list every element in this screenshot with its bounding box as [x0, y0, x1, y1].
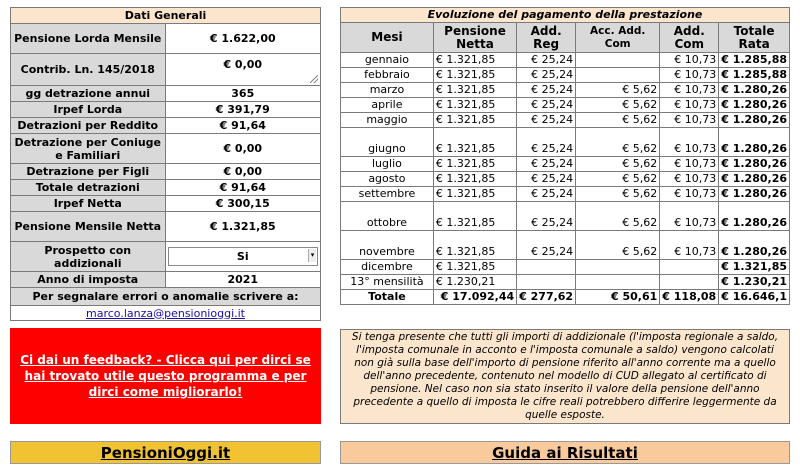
total-cell: € 1.280,26: [719, 98, 790, 113]
acc-cell: € 5,62: [576, 98, 660, 113]
com-cell: € 10,73: [660, 68, 719, 83]
net-irpef-label: Irpef Netta: [11, 196, 166, 212]
total-cell: € 1.280,26: [719, 202, 790, 231]
total-cell: € 1.280,26: [719, 187, 790, 202]
table-row: [341, 83, 790, 98]
table-row: [341, 113, 790, 128]
month-cell: luglio: [341, 157, 434, 172]
reg-cell: [517, 260, 576, 275]
evolution-title: Evoluzione del pagamento della prestazione: [341, 8, 790, 23]
children-deduction-value: € 0,00: [165, 164, 320, 180]
reg-cell: € 25,24: [517, 172, 576, 187]
gross-irpef-value: € 391,79: [165, 102, 320, 118]
net-pension-label: Pensione Mensile Netta: [11, 212, 166, 242]
total-cell: € 1.285,88: [719, 68, 790, 83]
total-acc-cell: € 50,61: [576, 290, 660, 305]
reg-cell: € 25,24: [517, 187, 576, 202]
net-cell: € 1.321,85: [433, 53, 516, 68]
net-irpef-value: € 300,15: [165, 196, 320, 212]
net-cell: € 1.230,21: [433, 275, 516, 290]
acc-cell: € 5,62: [576, 231, 660, 260]
acc-cell: [576, 260, 660, 275]
col-header-acc-add-com: Acc. Add. Com: [576, 23, 660, 53]
gross-pension-value: € 1.622,00: [165, 24, 320, 54]
net-cell: € 1.321,85: [433, 83, 516, 98]
com-cell: € 10,73: [660, 187, 719, 202]
deduction-days-value: 365: [165, 86, 320, 102]
total-com-cell: € 118,08: [660, 290, 719, 305]
children-deduction-label: Detrazione per Figli: [11, 164, 166, 180]
com-cell: € 10,73: [660, 128, 719, 157]
total-cell: € 1.280,26: [719, 231, 790, 260]
table-row: [341, 202, 790, 231]
resize-grip-icon[interactable]: [310, 75, 318, 83]
col-header-months: Mesi: [341, 23, 434, 53]
acc-cell: [576, 53, 660, 68]
total-cell: € 1.321,85: [719, 260, 790, 275]
month-cell: marzo: [341, 83, 434, 98]
gross-pension-label: Pensione Lorda Mensile: [11, 24, 166, 54]
acc-cell: € 5,62: [576, 187, 660, 202]
general-data-title: Dati Generali: [11, 8, 321, 24]
table-row: [341, 98, 790, 113]
month-cell: maggio: [341, 113, 434, 128]
col-header-net-pension: Pensione Netta: [433, 23, 516, 53]
addizionali-label: Prospetto con addizionali: [11, 242, 166, 272]
income-deductions-label: Detrazioni per Reddito: [11, 118, 166, 134]
com-cell: € 10,73: [660, 113, 719, 128]
table-row: [341, 68, 790, 83]
net-cell: € 1.321,85: [433, 172, 516, 187]
com-cell: € 10,73: [660, 53, 719, 68]
net-cell: € 1.321,85: [433, 68, 516, 83]
pensionioggi-button[interactable]: PensioniOggi.it: [10, 441, 321, 464]
net-cell: € 1.321,85: [433, 187, 516, 202]
total-cell: € 1.280,26: [719, 172, 790, 187]
com-cell: € 10,73: [660, 98, 719, 113]
report-errors-text: Per segnalare errori o anomalie scrivere a:: [11, 288, 321, 306]
com-cell: € 10,73: [660, 172, 719, 187]
total-cell: € 1.285,88: [719, 53, 790, 68]
total-deductions-value: € 91,64: [165, 180, 320, 196]
spouse-deduction-value: € 0,00: [165, 134, 320, 164]
chevron-down-icon[interactable]: ▾: [308, 249, 316, 262]
total-cell: € 1.280,26: [719, 83, 790, 98]
month-cell: giugno: [341, 128, 434, 157]
com-cell: € 10,73: [660, 157, 719, 172]
reg-cell: € 25,24: [517, 53, 576, 68]
month-cell: aprile: [341, 98, 434, 113]
month-cell: gennaio: [341, 53, 434, 68]
reg-cell: € 25,24: [517, 202, 576, 231]
acc-cell: € 5,62: [576, 113, 660, 128]
table-row: [341, 187, 790, 202]
acc-cell: [576, 68, 660, 83]
acc-cell: € 5,62: [576, 128, 660, 157]
contrib-textarea[interactable]: [165, 54, 320, 86]
month-cell: novembre: [341, 231, 434, 260]
contrib-label: Contrib. Ln. 145/2018: [11, 54, 166, 86]
net-cell: € 1.321,85: [433, 128, 516, 157]
gross-irpef-label: Irpef Lorda: [11, 102, 166, 118]
col-header-total: Totale Rata: [719, 23, 790, 53]
total-cell: € 1.230,21: [719, 275, 790, 290]
total-net-cell: € 17.092,44: [433, 290, 516, 305]
reg-cell: € 25,24: [517, 98, 576, 113]
reg-cell: € 25,24: [517, 113, 576, 128]
contrib-value: € 0,00: [223, 57, 263, 71]
total-reg-cell: € 277,62: [517, 290, 576, 305]
month-cell: febbraio: [341, 68, 434, 83]
total-deductions-label: Totale detrazioni: [11, 180, 166, 196]
acc-cell: € 5,62: [576, 83, 660, 98]
col-header-add-com: Add. Com: [660, 23, 719, 53]
results-guide-button[interactable]: Guida ai Risultati: [340, 441, 790, 464]
table-row: [341, 275, 790, 290]
feedback-banner[interactable]: [10, 328, 321, 424]
acc-cell: [576, 275, 660, 290]
general-data-table: [10, 7, 321, 321]
reg-cell: € 25,24: [517, 68, 576, 83]
total-cell: € 1.280,26: [719, 128, 790, 157]
table-row: [341, 172, 790, 187]
reg-cell: € 25,24: [517, 157, 576, 172]
tax-year-label: Anno di imposta: [11, 272, 166, 288]
month-cell: agosto: [341, 172, 434, 187]
contact-email-link[interactable]: marco.lanza@pensionioggi.it: [86, 306, 245, 320]
com-cell: [660, 260, 719, 275]
total-cell: € 1.280,26: [719, 157, 790, 172]
reg-cell: [517, 275, 576, 290]
acc-cell: € 5,62: [576, 202, 660, 231]
table-row: [341, 53, 790, 68]
table-row: [341, 231, 790, 260]
tax-year-value: 2021: [165, 272, 320, 288]
feedback-text: Ci dai un feedback? - Clicca qui per dirci se hai trovato utile questo programma e per dirci come migliorarlo!: [20, 353, 311, 399]
net-cell: € 1.321,85: [433, 202, 516, 231]
month-cell: dicembre: [341, 260, 434, 275]
com-cell: € 10,73: [660, 83, 719, 98]
month-cell: 13° mensilità: [341, 275, 434, 290]
payment-evolution-table: [340, 7, 790, 305]
grand-total-cell: € 16.646,1: [719, 290, 790, 305]
deduction-days-label: gg detrazione annui: [11, 86, 166, 102]
month-cell: settembre: [341, 187, 434, 202]
income-deductions-value: € 91,64: [165, 118, 320, 134]
table-row: [341, 128, 790, 157]
com-cell: [660, 275, 719, 290]
reg-cell: € 25,24: [517, 83, 576, 98]
net-pension-value: € 1.321,85: [165, 212, 320, 242]
net-cell: € 1.321,85: [433, 260, 516, 275]
total-cell: € 1.280,26: [719, 113, 790, 128]
addizionali-selected: Si: [236, 250, 249, 263]
reg-cell: € 25,24: [517, 128, 576, 157]
disclaimer-note: Si tenga presente che tutti gli importi di addizionale (l'imposta regionale a saldo, l'imposta comunale in acconto e l'imposta comunale a saldo) vengono calcolati non già sulla base dell'importo di pensione riferito all'anno corrente ma a quello dell'anno precedente, contenuto nel modello di CUD allegato al certificato di pensione. Nel caso non sia stato inserito il valore della pensione dell'anno precedente a quello di imposta le cifre reali potrebbero differire leggermente da quelle esposte.: [340, 329, 790, 424]
month-cell: ottobre: [341, 202, 434, 231]
com-cell: € 10,73: [660, 231, 719, 260]
addizionali-select[interactable]: [168, 247, 318, 266]
com-cell: € 10,73: [660, 202, 719, 231]
total-label: Totale: [341, 290, 434, 305]
acc-cell: € 5,62: [576, 157, 660, 172]
acc-cell: € 5,62: [576, 172, 660, 187]
table-row: [341, 157, 790, 172]
table-row: [341, 260, 790, 275]
net-cell: € 1.321,85: [433, 113, 516, 128]
net-cell: € 1.321,85: [433, 231, 516, 260]
net-cell: € 1.321,85: [433, 98, 516, 113]
reg-cell: € 25,24: [517, 231, 576, 260]
col-header-add-reg: Add. Reg: [517, 23, 576, 53]
net-cell: € 1.321,85: [433, 157, 516, 172]
spouse-deduction-label: Detrazione per Coniuge e Familiari: [11, 134, 166, 164]
total-row: [341, 290, 790, 305]
